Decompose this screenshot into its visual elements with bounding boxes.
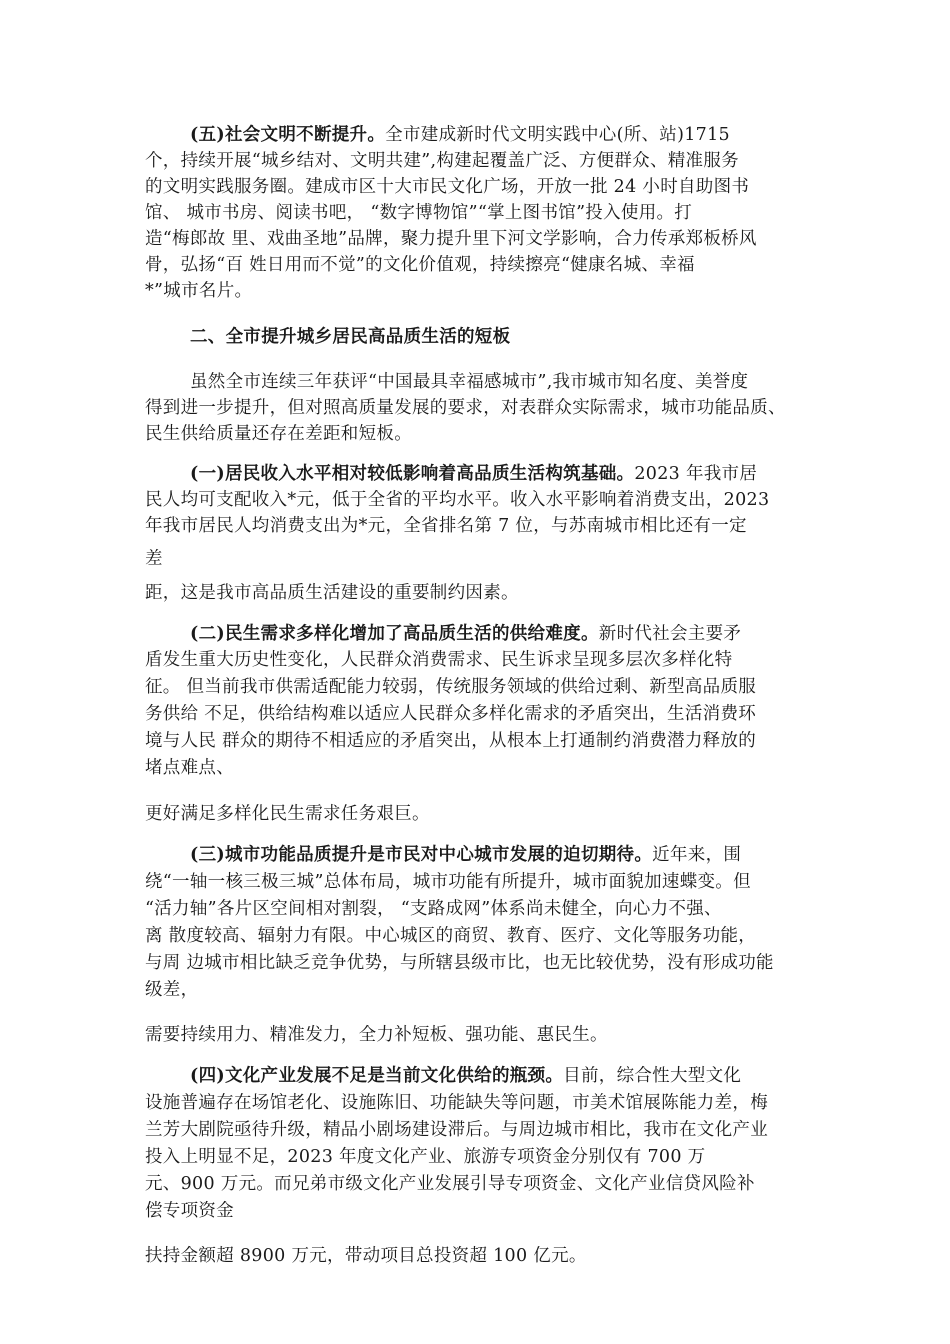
paragraph-line: *”城市名片。 (145, 281, 253, 301)
paragraph-line: (三)城市功能品质提升是市民对中心城市发展的迫切期待。近年来，围 (190, 845, 742, 865)
paragraph-line: 元、900 万元。而兄弟市级文化产业发展引导专项资金、文化产业信贷风险补 (145, 1174, 755, 1194)
paragraph-line: 距，这是我市高品质生活建设的重要制约因素。 (145, 583, 519, 603)
paragraph-lead: (二)民生需求多样化增加了高品质生活的供给难度。 (190, 624, 599, 644)
paragraph-line: 造“梅郎故 里、戏曲圣地”品牌，聚力提升里下河文学影响，合力传承郑板桥风 (145, 229, 757, 249)
paragraph-line: 征。 但当前我市供需适配能力较弱，传统服务领域的供给过剩、新型高品质服 (145, 677, 757, 697)
paragraph-lead: (四)文化产业发展不足是当前文化供给的瓶颈。 (190, 1066, 564, 1086)
paragraph-line: “活力轴”各片区空间相对割裂， “支路成网”体系尚未健全，向心力不强、 (145, 899, 722, 919)
paragraph-line: 兰芳大剧院亟待升级，精品小剧场建设滞后。与周边城市相比，我市在文化产业 (145, 1120, 768, 1140)
paragraph-line: 骨，弘扬“百 姓日用而不觉”的文化价值观，持续擦亮“健康名城、幸福 (145, 255, 695, 275)
paragraph-line: (四)文化产业发展不足是当前文化供给的瓶颈。目前，综合性大型文化 (190, 1066, 742, 1086)
paragraph-lead: (一)居民收入水平相对较低影响着高品质生活构筑基础。 (190, 464, 635, 484)
paragraph-line: 差 (145, 549, 163, 569)
paragraph-line: (一)居民收入水平相对较低影响着高品质生活构筑基础。2023 年我市居 (190, 464, 758, 484)
paragraph-line: 的文明实践服务圈。建成市区十大市民文化广场，开放一批 24 小时自助图书 (145, 177, 750, 197)
paragraph-line: 民生供给质量还存在差距和短板。 (145, 424, 412, 444)
paragraph-line: 务供给 不足，供给结构难以适应人民群众多样化需求的矛盾突出，生活消费环 (145, 704, 757, 724)
paragraph-line: 境与人民 群众的期待不相适应的矛盾突出，从根本上打通制约消费潜力释放的 (145, 731, 757, 751)
paragraph-line: 堵点难点、 (145, 758, 234, 778)
paragraph-line: 虽然全市连续三年获评“中国最具幸福感城市”,我市城市知名度、美誉度 (190, 372, 749, 392)
paragraph-lead: (五)社会文明不断提升。 (190, 125, 386, 145)
paragraph-line: 级差， (145, 980, 199, 1000)
paragraph-line: (五)社会文明不断提升。全市建成新时代文明实践中心(所、站)1715 (190, 125, 730, 145)
paragraph-line: 离 散度较高、辐射力有限。中心城区的商贸、教育、医疗、文化等服务功能， (145, 926, 757, 946)
paragraph-line: 需要持续用力、精准发力，全力补短板、强功能、惠民生。 (145, 1025, 608, 1045)
paragraph-line: 与周 边城市相比缺乏竞争优势，与所辖县级市比，也无比较优势，没有形成功能 (145, 953, 774, 973)
paragraph-line: 盾发生重大历史性变化，人民群众消费需求、民生诉求呈现多层次多样化特 (145, 650, 733, 670)
paragraph-line: 民人均可支配收入*元，低于全省的平均水平。收入水平影响着消费支出，2023 (145, 490, 770, 510)
paragraph-line: 个，持续开展“城乡结对、文明共建”,构建起覆盖广泛、方便群众、精准服务 (145, 151, 739, 171)
paragraph-line: 年我市居民人均消费支出为*元，全省排名第 7 位，与苏南城市相比还有一定 (145, 516, 747, 536)
paragraph-line: (二)民生需求多样化增加了高品质生活的供给难度。新时代社会主要矛 (190, 624, 742, 644)
paragraph-line: 扶持金额超 8900 万元，带动项目总投资超 100 亿元。 (145, 1246, 587, 1266)
section-heading: 二、全市提升城乡居民高品质生活的短板 (190, 327, 511, 347)
paragraph-line: 得到进一步提升，但对照高质量发展的要求，对表群众实际需求，城市功能品质、 (145, 398, 786, 418)
paragraph-line: 更好满足多样化民生需求任务艰巨。 (145, 804, 430, 824)
paragraph-line: 设施普遍存在场馆老化、设施陈旧、功能缺失等问题，市美术馆展陈能力差，梅 (145, 1093, 768, 1113)
paragraph-line: 绕“一轴一核三极三城”总体布局，城市功能有所提升，城市面貌加速蝶变。但 (145, 872, 751, 892)
paragraph-line: 偿专项资金 (145, 1201, 234, 1221)
paragraph-lead: (三)城市功能品质提升是市民对中心城市发展的迫切期待。 (190, 845, 653, 865)
paragraph-line: 投入上明显不足，2023 年度文化产业、旅游专项资金分别仅有 700 万 (145, 1147, 706, 1167)
paragraph-line: 馆、 城市书房、阅读书吧， “数字博物馆”“掌上图书馆”投入使用。打 (145, 203, 693, 223)
